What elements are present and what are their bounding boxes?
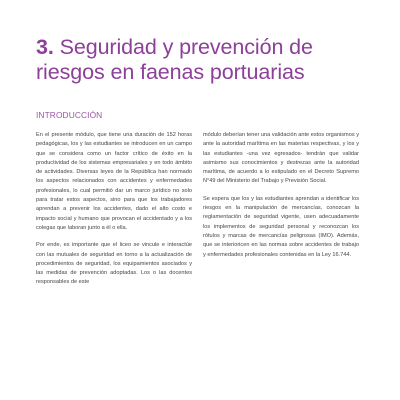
chapter-number: 3. (36, 35, 54, 59)
section-heading: INTRODUCCIÓN (36, 110, 103, 120)
left-paragraph-1: En el presente módulo, que tiene una duración de 152 horas pedagógicas, los y las estudiantes se introducen en un campo que se considera como un factor crítico de éxito en la productividad de los sistemas empresariales y en todo ámbito de actividades. Diversas leyes de la República han normado los aspectos relacionados con accidentes y enfermedades profesionales, lo cual permitió dar un marco jurídico no solo para tratar estos aspectos, sino para que los trabajadores aprendan a prevenir los accidentes, dado el alto costo e impacto social y humano que provocan el accidentado y a los colegas que laboran junto a él o ella. (36, 132, 192, 231)
right-paragraph-1: módulo deberían tener una validación ante estos organismos y ante la autoridad marítima en las materias respectivas, y los y las estudiantes -una vez egresados- tendrán que validar asimismo sus conocimientos y destrezas ante la autoridad marítima, de acuerdo a lo estipulado en el Decreto Supremo N°49 del Ministerio del Trabajo y Previsión Social. (203, 132, 359, 185)
title-line-2: riesgos en faenas portuarias (36, 60, 305, 84)
right-paragraph-2: Se espera que los y las estudiantes aprendan a identificar los riesgos en la manipulación de mercancías, conozcan la reglamentación de seguridad vigente, usen adecuadamente los implementos de seguridad personal y reconozcan los rótulos y marcas de mercancías peligrosas (IMO). Además, que se interioricen en las normas sobre accidentes de trabajo y enfermedades profesionales contenidas en la Ley 16.744. (203, 195, 359, 258)
title-line-1: Seguridad y prevención de (59, 35, 313, 59)
page-title (36, 35, 376, 85)
left-column (36, 131, 192, 288)
right-column (203, 131, 359, 260)
left-paragraph-2: Por ende, es importante que el liceo se vincule e interactúe con las mutuales de seguridad en torno a la actualización de procedimientos de seguridad, los equipamientos asociados y las medidas de prevención adoptadas. Los o las docentes responsables de este (36, 242, 192, 286)
